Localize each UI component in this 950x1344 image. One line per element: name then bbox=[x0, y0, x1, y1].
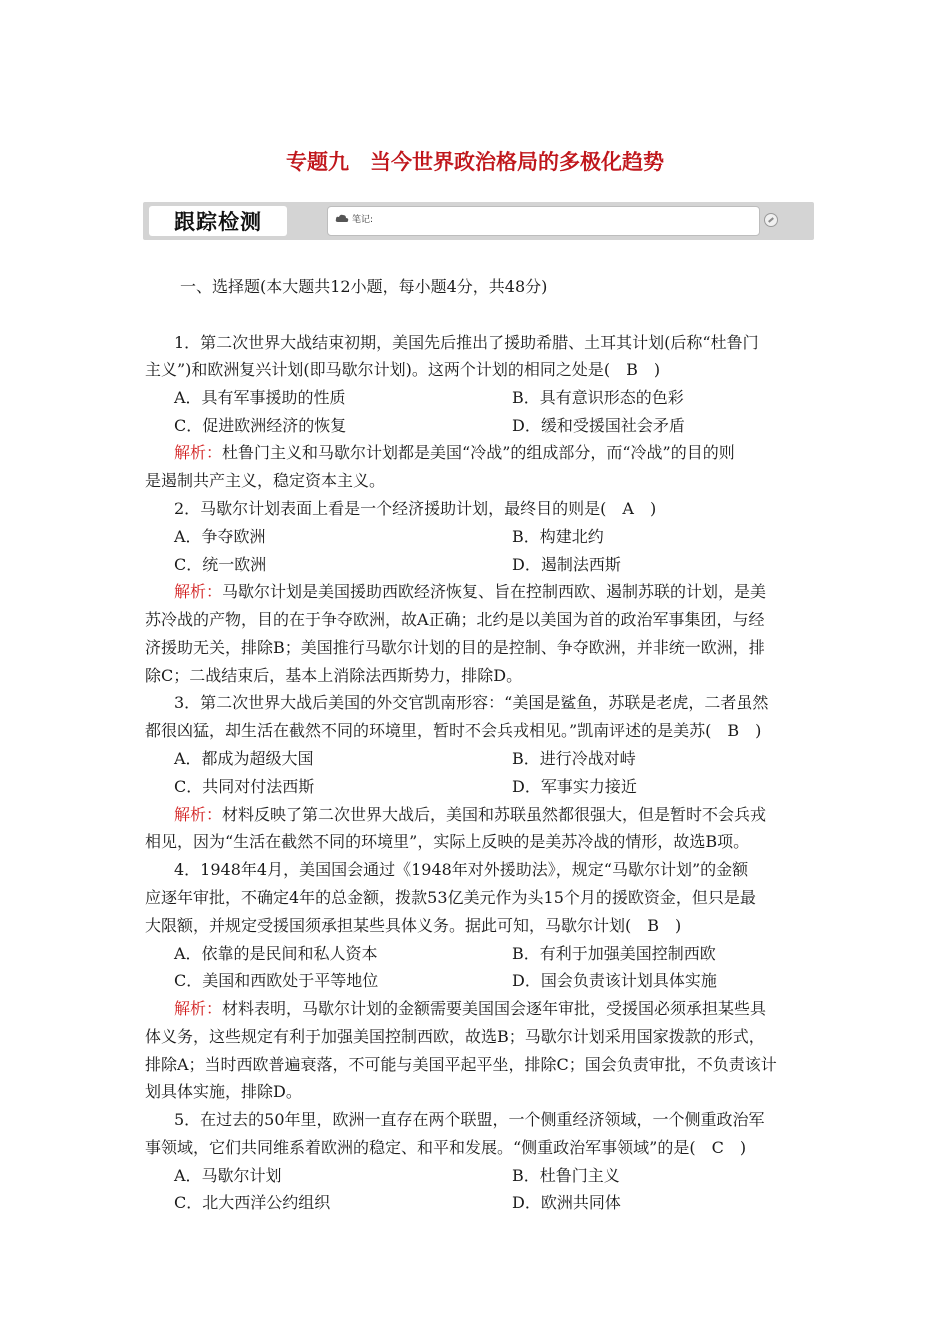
question-1-option-b: B．具有意识形态的色彩 bbox=[512, 388, 684, 407]
notes-label: 笔记: bbox=[352, 215, 374, 225]
tracking-header-bar bbox=[143, 202, 814, 240]
question-3-line-2: 都很凶猛，却生活在截然不同的环境里，暂时不会兵戎相见。”凯南评述的是美苏( B ) bbox=[145, 721, 762, 740]
question-5-line-1: 5．在过去的50年里，欧洲一直存在两个联盟，一个侧重经济领域，一个侧重政治军 bbox=[174, 1110, 765, 1129]
question-3-option-c: C．共同对付法西斯 bbox=[174, 777, 315, 796]
question-4-line-2: 应逐年审批，不确定4年的总金额，拨款53亿美元作为头15个月的援欧资金，但只是最 bbox=[145, 888, 756, 907]
question-2-analysis-line-2: 苏冷战的产物，目的在于争夺欧洲，故A正确；北约是以美国为首的政治军事集团，与经 bbox=[145, 610, 765, 629]
tracking-test-tag: 跟踪检测 bbox=[149, 206, 287, 236]
page-title: 专题九 当今世界政治格局的多极化趋势 bbox=[286, 150, 664, 174]
section-heading: 一、选择题(本大题共12小题，每小题4分，共48分) bbox=[180, 277, 548, 296]
question-4-option-d: D．国会负责该计划具体实施 bbox=[512, 971, 717, 990]
question-2-option-a: A．争夺欧洲 bbox=[174, 527, 266, 546]
question-4-option-b: B．有利于加强美国控制西欧 bbox=[512, 944, 716, 963]
question-4-analysis-line-1: 解析：材料表明，马歇尔计划的金额需要美国国会逐年审批，受援国必须承担某些具 bbox=[174, 999, 767, 1018]
analysis-label: 解析： bbox=[174, 805, 223, 824]
question-5-option-b: B．杜鲁门主义 bbox=[512, 1166, 620, 1185]
question-1-option-a: A．具有军事援助的性质 bbox=[174, 388, 346, 407]
question-5-option-d: D．欧洲共同体 bbox=[512, 1193, 621, 1212]
question-2-line-1: 2．马歇尔计划表面上看是一个经济援助计划，最终目的则是( A ) bbox=[174, 499, 657, 518]
analysis-label: 解析： bbox=[174, 999, 223, 1018]
pin-icon[interactable] bbox=[764, 213, 778, 227]
analysis-label: 解析： bbox=[174, 443, 223, 462]
question-1-line-1: 1．第二次世界大战结束初期，美国先后推出了援助希腊、土耳其计划(后称“杜鲁门 bbox=[174, 333, 759, 352]
question-2-analysis-line-1: 解析：马歇尔计划是美国援助西欧经济恢复、旨在控制西欧、遏制苏联的计划，是美 bbox=[174, 582, 767, 601]
question-1-line-2: 主义”)和欧洲复兴计划(即马歇尔计划)。这两个计划的相同之处是( B ) bbox=[145, 360, 661, 379]
question-5-option-c: C．北大西洋公约组织 bbox=[174, 1193, 331, 1212]
question-5-option-a: A．马歇尔计划 bbox=[174, 1166, 282, 1185]
question-4-analysis-line-4: 划具体实施，排除D。 bbox=[145, 1082, 302, 1101]
question-2-analysis-line-3: 济援助无关，排除B；美国推行马歇尔计划的目的是控制、争夺欧洲，并非统一欧洲，排 bbox=[145, 638, 765, 657]
question-1-option-c: C．促进欧洲经济的恢复 bbox=[174, 416, 347, 435]
question-4-option-c: C．美国和西欧处于平等地位 bbox=[174, 971, 379, 990]
question-1-analysis-line-1: 解析：杜鲁门主义和马歇尔计划都是美国“冷战”的组成部分，而“冷战”的目的则 bbox=[174, 443, 735, 462]
question-2-analysis-line-4: 除C；二战结束后，基本上消除法西斯势力，排除D。 bbox=[145, 666, 523, 685]
question-3-option-a: A．都成为超级大国 bbox=[174, 749, 314, 768]
question-4-analysis-line-2: 体义务，这些规定有利于加强美国控制西欧，故选B；马歇尔计划采用国家拨款的形式， bbox=[145, 1027, 765, 1046]
question-3-option-d: D．军事实力接近 bbox=[512, 777, 637, 796]
question-2-option-c: C．统一欧洲 bbox=[174, 555, 267, 574]
question-3-option-b: B．进行冷战对峙 bbox=[512, 749, 636, 768]
question-5-line-2: 事领域，它们共同维系着欧洲的稳定、和平和发展。“侧重政治军事领域”的是( C ) bbox=[145, 1138, 747, 1157]
question-2-option-d: D．遏制法西斯 bbox=[512, 555, 621, 574]
notes-field[interactable] bbox=[327, 206, 760, 236]
analysis-label: 解析： bbox=[174, 582, 223, 601]
cloud-icon bbox=[335, 213, 349, 223]
question-4-line-3: 大限额，并规定受援国须承担某些具体义务。据此可知，马歇尔计划( B ) bbox=[145, 916, 682, 935]
question-4-analysis-line-3: 排除A；当时西欧普遍衰落，不可能与美国平起平坐，排除C；国会负责审批，不负责该计 bbox=[145, 1055, 777, 1074]
question-2-option-b: B．构建北约 bbox=[512, 527, 604, 546]
question-4-line-1: 4．1948年4月，美国国会通过《1948年对外援助法》，规定“马歇尔计划”的金额 bbox=[174, 860, 749, 879]
question-1-option-d: D．缓和受援国社会矛盾 bbox=[512, 416, 685, 435]
question-4-option-a: A．依靠的是民间和私人资本 bbox=[174, 944, 378, 963]
question-1-analysis-line-2: 是遏制共产主义，稳定资本主义。 bbox=[145, 471, 386, 490]
question-3-analysis-line-2: 相见，因为“生活在截然不同的环境里”，实际上反映的是美苏冷战的情形，故选B项。 bbox=[145, 832, 750, 851]
question-3-analysis-line-1: 解析：材料反映了第二次世界大战后，美国和苏联虽然都很强大，但是暂时不会兵戎 bbox=[174, 805, 767, 824]
question-3-line-1: 3．第二次世界大战后美国的外交官凯南形容：“美国是鲨鱼，苏联是老虎，二者虽然 bbox=[174, 693, 769, 712]
